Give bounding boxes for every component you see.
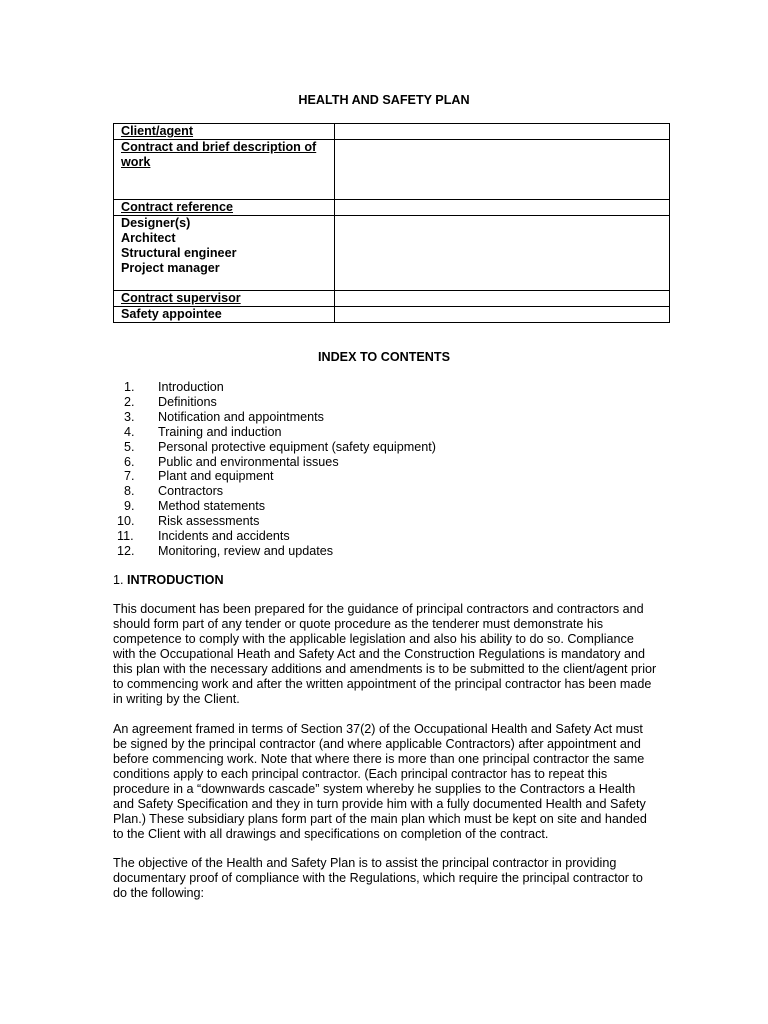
label-line: Project manager xyxy=(121,261,220,275)
item-text: Notification and appointments xyxy=(158,409,324,424)
table-row xyxy=(114,307,670,323)
table-row xyxy=(114,291,670,307)
paragraph-line: The objective of the Health and Safety Plan is to assist the principal contractor in providing xyxy=(113,856,617,870)
paragraph-line: An agreement framed in terms of Section 37(2) of the Occupational Health and Safety Act must xyxy=(113,722,643,736)
item-text: Introduction xyxy=(158,380,224,394)
paragraph-line: this plan with the necessary additions and amendments is to be submitted to the client/agent prior xyxy=(113,662,657,676)
paragraph-line: in writing by the Client. xyxy=(113,692,240,706)
row-value xyxy=(335,124,670,140)
table-row xyxy=(114,140,670,200)
item-text: Plant and equipment xyxy=(158,469,274,484)
item-number: 3. xyxy=(124,409,135,424)
list-item xyxy=(124,499,436,514)
row-value xyxy=(335,200,670,216)
paragraph-line: do the following: xyxy=(113,886,205,900)
paragraph-line: before commencing work. Note that where there is more than one principal contractor the same xyxy=(113,752,645,766)
item-text: Method statements xyxy=(158,499,266,514)
label-line: Contract supervisor xyxy=(121,291,241,305)
item-number: 9. xyxy=(124,499,135,514)
paragraph xyxy=(113,856,658,901)
item-text: Public and environmental issues xyxy=(158,454,339,469)
item-text: Monitoring, review and updates xyxy=(158,543,334,558)
item-number: 5. xyxy=(124,439,135,454)
paragraph-line: conditions apply to each principal contractor. (Each principal contractor has to repeat this xyxy=(113,767,608,781)
list-item xyxy=(124,484,436,499)
index-title: INDEX TO CONTENTS xyxy=(317,350,450,364)
item-number: 11. xyxy=(117,529,134,544)
document-title: HEALTH AND SAFETY PLAN xyxy=(298,93,470,107)
paragraph-line: to the Client with all drawings and specifications on completion of the contract. xyxy=(113,827,549,841)
item-text: Contractors xyxy=(158,484,224,499)
contract-info-table xyxy=(113,123,670,323)
paragraph-line: and Safety Specification and they in turn provide him with a fully documented Health and Safety xyxy=(113,797,646,811)
list-item xyxy=(124,410,436,425)
row-value xyxy=(335,216,670,291)
label-line: Safety appointee xyxy=(121,307,222,321)
item-text: Incidents and accidents xyxy=(158,529,290,544)
row-label xyxy=(114,140,335,200)
paragraph xyxy=(113,602,658,707)
list-item xyxy=(124,440,436,455)
label-line: Structural engineer xyxy=(121,246,237,260)
item-number: 4. xyxy=(124,424,135,439)
paragraph-line: This document has been prepared for the guidance of principal contractors and contractors and xyxy=(113,602,644,616)
table-row xyxy=(114,200,670,216)
row-label xyxy=(114,291,335,307)
paragraph-line: should form part of any tender or quote procedure as the tenderer must demonstrate his xyxy=(113,617,604,631)
item-text: Risk assessments xyxy=(158,514,260,529)
list-item xyxy=(124,469,436,484)
item-number: 7. xyxy=(124,469,135,484)
contents-list xyxy=(117,380,436,559)
label-line: Client/agent xyxy=(121,124,194,138)
label-line: Contract reference xyxy=(121,200,233,214)
item-number: 1. xyxy=(124,380,135,394)
table-row xyxy=(114,124,670,140)
list-item xyxy=(124,395,436,410)
table-row xyxy=(114,216,670,291)
section-number: 1. xyxy=(113,573,128,587)
label-line: Architect xyxy=(121,231,176,245)
item-number: 2. xyxy=(124,394,135,409)
item-text: Definitions xyxy=(158,394,217,409)
list-item xyxy=(117,514,436,529)
row-label xyxy=(114,216,335,291)
label-line: work xyxy=(121,155,151,169)
row-value xyxy=(335,291,670,307)
item-number: 6. xyxy=(124,454,135,469)
paragraph-line: Plan.) These subsidiary plans form part of the main plan which must be kept on site and handed xyxy=(113,812,647,826)
list-item xyxy=(117,544,436,559)
label-line: Contract and brief description of xyxy=(121,140,317,154)
item-text: Training and induction xyxy=(158,424,282,439)
paragraph-line: procedure in a “downwards cascade” system whereby he supplies to the Contractors a Health xyxy=(113,782,636,796)
list-item xyxy=(124,380,436,395)
row-label xyxy=(114,200,335,216)
row-label xyxy=(114,124,335,140)
paragraph-line: competence to comply with the applicable legislation and also his ability to do so. Compliance xyxy=(113,632,634,646)
row-value xyxy=(335,140,670,200)
paragraph-line: to commencing work and after the written appointment of the principal contractor has been made xyxy=(113,677,652,691)
paragraph-line: documentary proof of compliance with the Regulations, which require the principal contractor to xyxy=(113,871,643,885)
paragraph-line: be signed by the principal contractor (and where applicable Contractors) after appointment and xyxy=(113,737,641,751)
item-number: 8. xyxy=(124,484,135,499)
row-value xyxy=(335,307,670,323)
section-heading xyxy=(113,573,224,588)
list-item xyxy=(124,455,436,470)
label-line: Designer(s) xyxy=(121,216,191,230)
section-title: INTRODUCTION xyxy=(127,573,224,587)
paragraph-line: with the Occupational Heath and Safety Act and the Construction Regulations is mandatory and xyxy=(113,647,646,661)
item-number: 10. xyxy=(117,514,135,529)
list-item xyxy=(117,529,436,544)
item-text: Personal protective equipment (safety equipment) xyxy=(158,439,436,454)
item-number: 12. xyxy=(117,543,135,558)
row-label xyxy=(114,307,335,323)
paragraph xyxy=(113,722,658,842)
list-item xyxy=(124,425,436,440)
